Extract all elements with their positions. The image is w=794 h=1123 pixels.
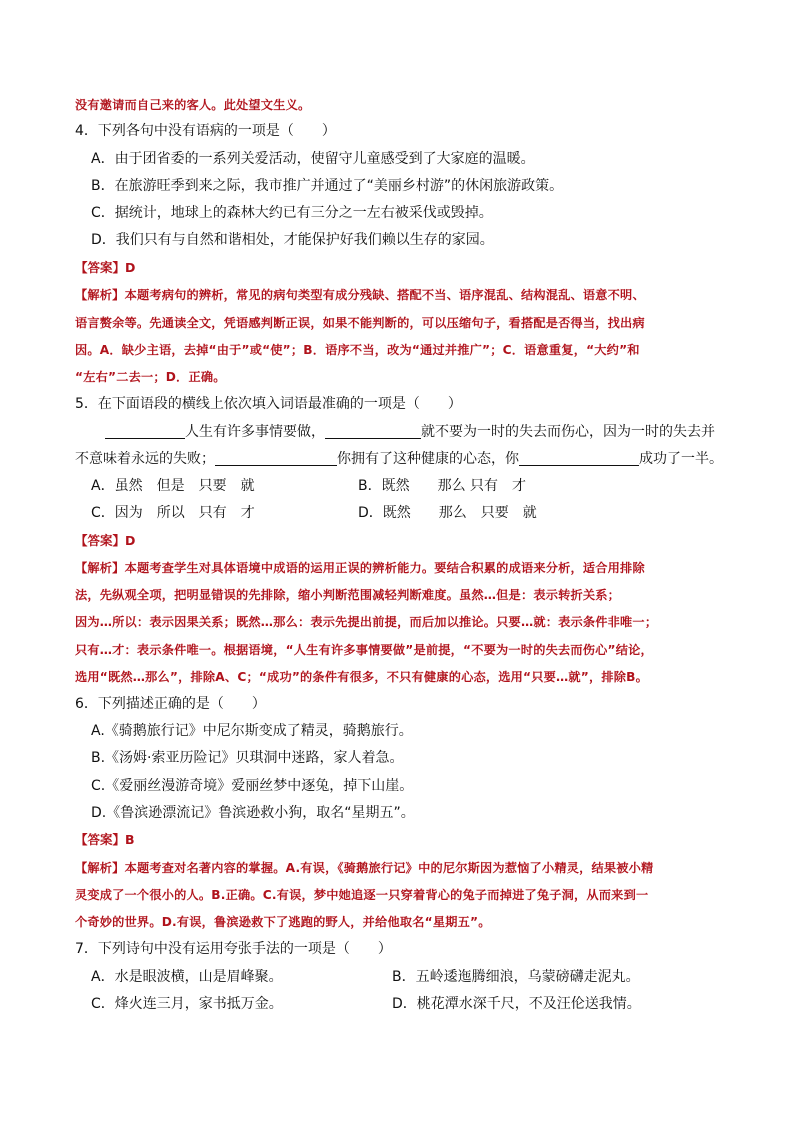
q6-option-b: B.《汤姆·索亚历险记》贝琪洞中迷路，家人着急。 <box>91 750 404 766</box>
q4-analysis-line-4: “左右”二去一；D．正确。 <box>75 370 226 384</box>
q4-option-c: C．据统计，地球上的森林大约已有三分之一左右被采伐或毁掉。 <box>91 205 493 221</box>
q5-answer-value: D <box>125 533 136 548</box>
q5-option-b: B．既然 那么 只有 才 <box>358 478 527 494</box>
q4-answer <box>75 258 135 278</box>
q5-analysis-tag: 【解析】 <box>75 561 125 575</box>
q6-answer-tag: 【答案】 <box>75 832 126 847</box>
q4-analysis-line-1: 【解析】本题考病句的辨析，常见的病句类型有成分残缺、搭配不当、语序混乱、结构混乱、语意不明、 <box>75 288 645 302</box>
q5-blank-3 <box>215 450 337 466</box>
q5-stem: 5．在下面语段的横线上依次填入词语最准确的一项是（ ） <box>75 396 462 412</box>
q4-answer-tag: 【答案】 <box>75 260 126 275</box>
q5-analysis-line-5: 选用“既然…那么”，排除A、C；“成功”的条件有很多，不只有健康的心态，选用“只要…就”，排除B。 <box>75 670 649 684</box>
q5-blank-1 <box>105 423 185 439</box>
q5-analysis-line-3: 因为…所以：表示因果关系；既然…那么：表示先提出前提，而后加以推论。只要…就：表示条件非唯一； <box>75 615 658 629</box>
q5-passage-line-1: 人生有许多事情要做， 就不要为一时的失去而伤心，因为一时的失去并 <box>105 422 715 442</box>
q5-blank-4 <box>519 450 639 466</box>
q6-analysis-tag: 【解析】 <box>75 861 125 875</box>
intro-analysis-tail: 没有邀请而自己来的客人。此处望文生义。 <box>75 98 311 112</box>
q7-option-a: A．水是眼波横，山是眉峰聚。 <box>91 969 283 985</box>
q5-answer-tag: 【答案】 <box>75 533 126 548</box>
q7-option-c: C．烽火连三月，家书抵万金。 <box>91 996 283 1012</box>
q5-option-c: C．因为 所以 只有 才 <box>91 505 255 521</box>
q4-option-b: B．在旅游旺季到来之际，我市推广并通过了“美丽乡村游”的休闲旅游政策。 <box>91 178 564 194</box>
q4-analysis-tag: 【解析】 <box>75 288 125 302</box>
q6-analysis-line-1: 【解析】本题考查对名著内容的掌握。A.有误，《骑鹅旅行记》中的尼尔斯因为惹恼了小精灵，结果被小精 <box>75 861 654 875</box>
q4-stem: 4．下列各句中没有语病的一项是（ ） <box>75 123 336 139</box>
q5-analysis-line-4: 只有…才：表示条件唯一。根据语境，“人生有许多事情要做”是前提，“不要为一时的失去而伤心”结论， <box>75 643 653 657</box>
q5-options-row-1 <box>91 476 255 496</box>
q6-answer-value: B <box>125 832 135 847</box>
q5-analysis-line-2: 法，先纵观全项，把明显错误的先排除，缩小判断范围减轻判断难度。虽然…但是：表示转折关系； <box>75 588 621 602</box>
q4-analysis-line-3: 因。A．缺少主语，去掉“由于”或“使”；B．语序不当，改为“通过并推广”；C．语意重复，“大约”和 <box>75 343 640 357</box>
q6-option-d: D.《鲁滨逊漂流记》鲁滨逊救小狗，取名“星期五”。 <box>91 805 415 821</box>
q5-option-a: A．虽然 但是 只要 就 <box>91 478 255 494</box>
q6-answer <box>75 830 135 850</box>
q4-option-d: D．我们只有与自然和谐相处，才能保护好我们赖以生存的家园。 <box>91 232 494 248</box>
q7-stem: 7．下列诗句中没有运用夸张手法的一项是（ ） <box>75 941 392 957</box>
q6-stem: 6．下列描述正确的是（ ） <box>75 696 266 712</box>
q5-analysis-line-1: 【解析】本题考查学生对具体语境中成语的运用正误的辨析能力。要结合积累的成语来分析，适合用排除 <box>75 561 645 575</box>
q7-option-b: B．五岭逶迤腾细浪，乌蒙磅礴走泥丸。 <box>392 969 640 985</box>
q4-answer-value: D <box>125 260 136 275</box>
q6-option-a: A.《骑鹅旅行记》中尼尔斯变成了精灵，骑鹅旅行。 <box>91 723 413 739</box>
q6-analysis-line-3: 个奇妙的世界。D.有误，鲁滨逊救下了逃跑的野人，并给他取名“星期五”。 <box>75 915 491 929</box>
q5-option-d: D．既然 那么 只要 就 <box>358 505 537 521</box>
q7-option-d: D．桃花潭水深千尺，不及汪伦送我情。 <box>392 996 641 1012</box>
q5-passage-line-2: 不意味着永远的失败； 你拥有了这种健康的心态，你 成功了一半。 <box>75 451 723 467</box>
q4-analysis-line-2: 语言赘余等。先通读全文，凭语感判断正误，如果不能判断的，可以压缩句子，看搭配是否得当，找出病 <box>75 316 645 330</box>
q5-blank-2 <box>325 423 421 439</box>
q5-answer <box>75 531 135 551</box>
q4-option-a: A．由于团省委的一系列关爱活动，使留守儿童感受到了大家庭的温暖。 <box>91 151 535 167</box>
q6-analysis-line-2: 灵变成了一个很小的人。B.正确。C.有误，梦中她追逐一只穿着背心的兔子而掉进了兔子洞，从而来到一 <box>75 888 649 902</box>
q6-option-c: C.《爱丽丝漫游奇境》爱丽丝梦中逐兔，掉下山崖。 <box>91 778 414 794</box>
